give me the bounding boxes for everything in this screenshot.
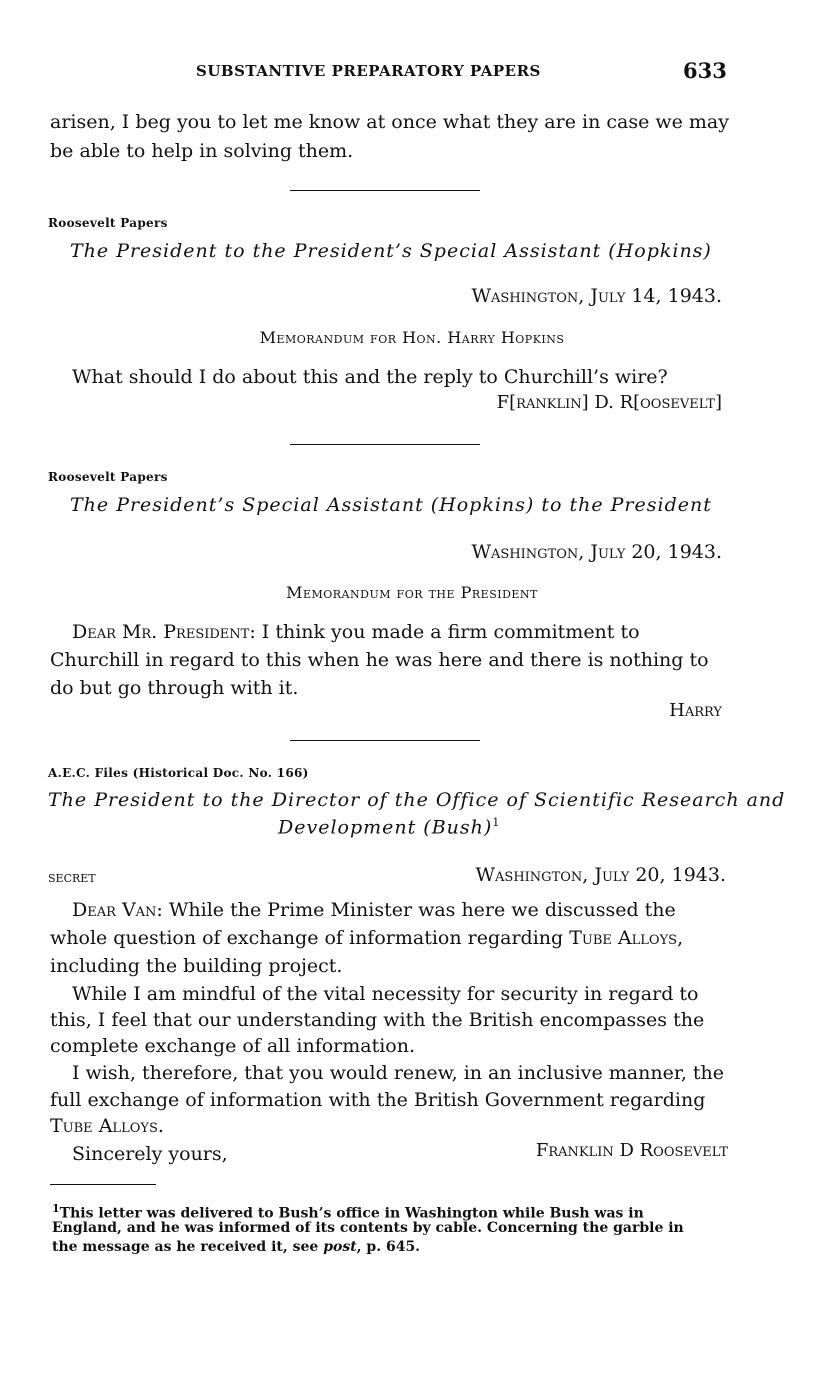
memo-body-line-3: do but go through with it. (50, 677, 299, 699)
footnote-rule (50, 1184, 156, 1185)
letter-paragraph-1-line-3: including the building project. (50, 955, 343, 977)
document-title-line-1: The President to the Director of the Office of Scientific Research and (48, 789, 786, 811)
continuation-line-1: arisen, I beg you to let me know at once what they are in case we may (50, 111, 729, 133)
dateline: Washington, July 20, 1943. (475, 864, 726, 886)
footnote-line-2: England, and he was informed of its contents by cable. Concerning the garble in (52, 1220, 684, 1236)
letter-paragraph-1-line-2 (50, 924, 683, 952)
page-number: 633 (683, 58, 727, 83)
document-title-text: Development (Bush) (278, 816, 493, 839)
code-name-term: Tube Alloys, (569, 927, 684, 949)
letter-paragraph-2-line-2: this, I feel that our understanding with the British encompasses the (50, 1009, 705, 1031)
section-divider (290, 190, 480, 191)
letter-paragraph-1-line-1 (72, 896, 676, 924)
document-title: The President to the President’s Special Assistant (Hopkins) (70, 240, 712, 262)
footnote-reference: 1 (492, 816, 501, 829)
section-divider (290, 444, 480, 445)
dateline: Washington, July 14, 1943. (471, 285, 722, 307)
footnote-marker: 1 (52, 1202, 60, 1215)
source-note: A.E.C. Files (Historical Doc. No. 166) (48, 766, 309, 780)
footnote-text: , p. 645. (356, 1239, 421, 1255)
footnote-line-3 (52, 1238, 420, 1256)
memo-body-line-1 (72, 618, 640, 646)
memorandum-heading: Memorandum for Hon. Harry Hopkins (259, 328, 565, 347)
footnote-text: This letter was delivered to Bush’s office in Washington while Bush was in (59, 1205, 644, 1222)
letter-paragraph-3-line-1: I wish, therefore, that you would renew, in an inclusive manner, the (72, 1062, 725, 1084)
source-note: Roosevelt Papers (48, 216, 168, 230)
footnote-text: the message as he received it, see (52, 1239, 324, 1255)
source-note: Roosevelt Papers (48, 470, 168, 484)
memorandum-heading: Memorandum for the President (286, 583, 538, 602)
letter-paragraph-2-line-3: complete exchange of all information. (50, 1035, 416, 1057)
body-text: I think you made a firm commitment to (255, 621, 640, 643)
signature: Franklin D Roosevelt (535, 1140, 728, 1161)
running-header-title: SUBSTANTIVE PREPARATORY PAPERS (196, 62, 541, 80)
continuation-line-2: be able to help in solving them. (50, 140, 354, 162)
memo-body-line-2: Churchill in regard to this when he was here and there is nothing to (50, 649, 709, 671)
code-name-term: Tube Alloys. (50, 1115, 164, 1137)
body-text: whole question of exchange of information regarding (50, 927, 570, 949)
closing: Sincerely yours, (72, 1143, 228, 1165)
letter-paragraph-3-line-2: full exchange of information with the British Government regarding (50, 1089, 706, 1111)
document-title-line-2 (278, 816, 500, 838)
dateline: Washington, July 20, 1943. (471, 541, 722, 563)
signature: F[ranklin] D. R[oosevelt] (496, 392, 722, 413)
document-title: The President’s Special Assistant (Hopkins) to the President (70, 494, 712, 516)
section-divider (290, 740, 480, 741)
memo-body: What should I do about this and the reply to Churchill’s wire? (72, 366, 668, 388)
letter-paragraph-2-line-1: While I am mindful of the vital necessity for security in regard to (72, 983, 699, 1005)
salutation: Dear Mr. President: (72, 621, 256, 643)
signature: Harry (669, 700, 722, 721)
body-text: While the Prime Minister was here we discussed the (162, 899, 676, 921)
salutation: Dear Van: (72, 899, 163, 921)
classification-label: secret (48, 868, 96, 886)
footnote-italic-term: post (323, 1239, 357, 1255)
